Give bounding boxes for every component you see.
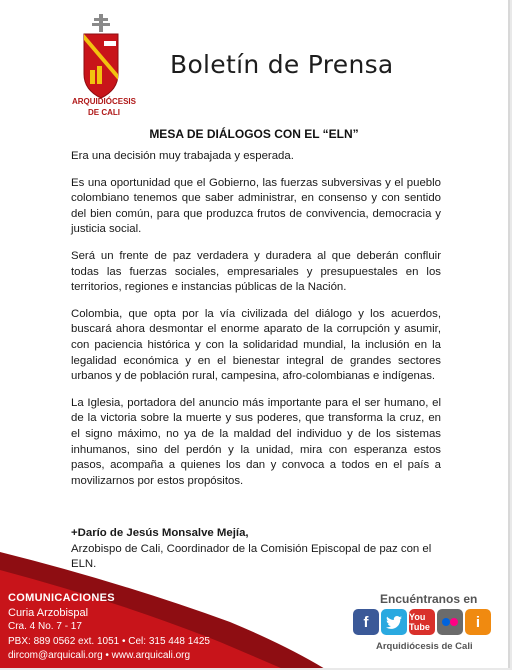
paragraph: Colombia, que opta por la vía civilizada del diálogo y los acuerdos, buscará ahora desmontar el enorme aparato de la corrupción y asumir, con paciencia histórica y con la solidaridad mundial, la inclusión en la legalidad económica y en el bienestar integral de grandes sectores urbanos y de población rural, campesina, afro-colombianas e indígenas. xyxy=(71,307,441,383)
paragraph: Era una decisión muy trabajada y esperada. xyxy=(71,150,294,162)
footer-department: COMUNICACIONES xyxy=(8,592,115,604)
social-title: Encuéntranos en xyxy=(380,592,478,606)
paragraph: Será un frente de paz verdadera y duradera al que deberán confluir todas las fuerzas sociales, empresariales y presupuestales en los territorios, regiones e instancias públicas de la Nación. xyxy=(71,249,441,294)
signature-role: Arzobispo de Cali, Coordinador de la Comisión Episcopal de paz con el ELN. xyxy=(71,542,432,571)
logo-caption-line-1: ARQUIDIÓCESIS xyxy=(71,97,136,106)
facebook-icon[interactable]: f xyxy=(353,609,379,635)
youtube-icon[interactable]: You Tube xyxy=(409,609,435,635)
bulletin-title: Boletín de Prensa xyxy=(170,50,394,79)
document-title: MESA DE DIÁLOGOS CON EL “ELN” xyxy=(149,127,359,141)
footer-email-web[interactable]: dircom@arquicali.org • www.arquicali.org xyxy=(8,650,191,661)
info-icon[interactable]: i xyxy=(465,609,491,635)
logo-caption xyxy=(64,96,144,118)
twitter-icon[interactable] xyxy=(381,609,407,635)
footer-contact xyxy=(8,591,210,664)
footer-address: Cra. 4 No. 7 - 17 xyxy=(8,621,82,632)
flickr-icon[interactable] xyxy=(437,609,463,635)
social-caption: Arquidiócesis de Cali xyxy=(376,641,473,652)
double-cross-icon xyxy=(92,14,110,32)
social-icons xyxy=(353,609,491,635)
footer-phone: PBX: 889 0562 ext. 1051 • Cel: 315 448 1425 xyxy=(8,635,210,647)
footer-office: Curia Arzobispal xyxy=(8,606,89,619)
paragraph: Es una oportunidad que el Gobierno, las fuerzas subversivas y el pueblo colombiano tenemos que saber administrar, en consenso y con sentido del bien común, para que produzca frutos de convivencia, democracia y justicia social. xyxy=(71,176,441,236)
paragraph: La Iglesia, portadora del anuncio más importante para el ser humano, el de la victoria sobre la muerte y sus poderes, que transforma la cruz, en el signo máximo, no ya de la maldad del individuo y de los sistemas inhumanos, sino del perdón y la unidad, mira con esperanza estos pasos, acompaña a quienes los dan y convoca a todos en el país a movilizarnos por estos propósitos. xyxy=(71,396,441,487)
document-body xyxy=(71,149,441,500)
logo-caption-line-2: DE CALI xyxy=(88,108,120,117)
signature-name: +Darío de Jesús Monsalve Mejía, xyxy=(71,527,249,539)
